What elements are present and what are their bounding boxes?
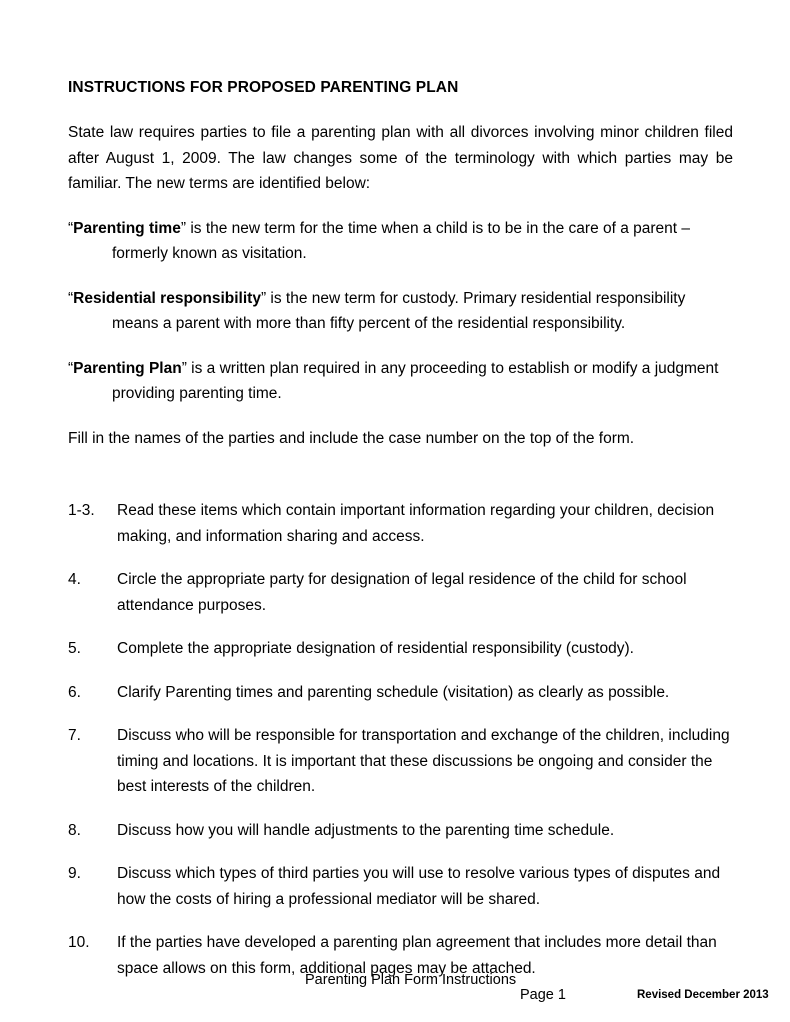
list-item [68, 636, 733, 662]
quote-open: “ [68, 219, 74, 237]
term-label: Residential responsibility [73, 289, 261, 307]
list-item-text: Complete the appropriate designation of residential responsibility (custody). [117, 640, 634, 657]
term-definition-residential-responsibility [68, 286, 733, 337]
list-item-text: Discuss who will be responsible for transportation and exchange of the children, including timing and locations. It is important that these discussions be ongoing and consider the best interests of the children. [117, 727, 730, 795]
fill-in-instruction: Fill in the names of the parties and include the case number on the top of the form. [68, 429, 635, 447]
list-item [68, 818, 733, 844]
term-label: Parenting time [73, 219, 181, 237]
list-item-number: 4. [68, 571, 81, 588]
list-item [68, 498, 733, 549]
quote-open: “ [68, 359, 74, 377]
footer-revision-date: Revised December 2013 [637, 989, 769, 1001]
term-definition-parenting-time [68, 216, 733, 267]
term-definition-text: is the new term for custody. Primary residential responsibility means a parent with more than fifty percent of the residential responsibility. [112, 289, 686, 332]
quote-open: “ [68, 289, 74, 307]
list-item-number: 8. [68, 821, 81, 839]
list-item-text: Circle the appropriate party for designation of legal residence of the child for school attendance purposes. [117, 571, 687, 614]
list-item-number: 1-3. [68, 502, 95, 519]
list-item-number: 6. [68, 683, 81, 701]
quote-close: ” [180, 219, 187, 237]
quote-close: ” [181, 359, 187, 377]
list-item [68, 723, 733, 800]
list-item-text: Discuss how you will handle adjustments to the parenting time schedule. [117, 821, 615, 839]
list-item-number: 9. [68, 865, 81, 882]
list-item-number: 5. [68, 640, 81, 657]
intro-paragraph: State law requires parties to file a parenting plan with all divorces involving minor children filed after August 1, 2009. The law changes some of the terminology with which parties may be familiar. The new terms are identified below: [68, 124, 733, 192]
term-definition-text: is the new term for the time when a child is to be in the care of a parent – formerly known as visitation. [112, 219, 691, 262]
list-item-text: Discuss which types of third parties you will use to resolve various types of disputes and how the costs of hiring a professional mediator will be shared. [117, 865, 721, 908]
list-item-text: Clarify Parenting times and parenting schedule (visitation) as clearly as possible. [117, 683, 670, 701]
term-label: Parenting Plan [73, 359, 182, 377]
list-item-text: Read these items which contain important information regarding your children, decision making, and information sharing and access. [117, 502, 715, 545]
quote-close: ” [260, 289, 267, 307]
footer-page-number: Page 1 [520, 987, 566, 1003]
page-title: INSTRUCTIONS FOR PROPOSED PARENTING PLAN [68, 79, 459, 96]
list-item-number: 7. [68, 727, 81, 744]
list-item [68, 567, 733, 618]
instruction-list [68, 498, 733, 981]
footer-document-name: Parenting Plan Form Instructions [305, 972, 517, 988]
list-item-text: If the parties have developed a parenting plan agreement that includes more detail than space allows on this form, additional pages may be attached. [117, 934, 717, 977]
document-body [68, 78, 733, 981]
list-item [68, 680, 733, 706]
list-item-number: 10. [68, 934, 90, 951]
term-definition-parenting-plan [68, 356, 733, 407]
term-definition-text: is a written plan required in any proceeding to establish or modify a judgment providing parenting time. [112, 359, 719, 402]
list-item [68, 861, 733, 912]
